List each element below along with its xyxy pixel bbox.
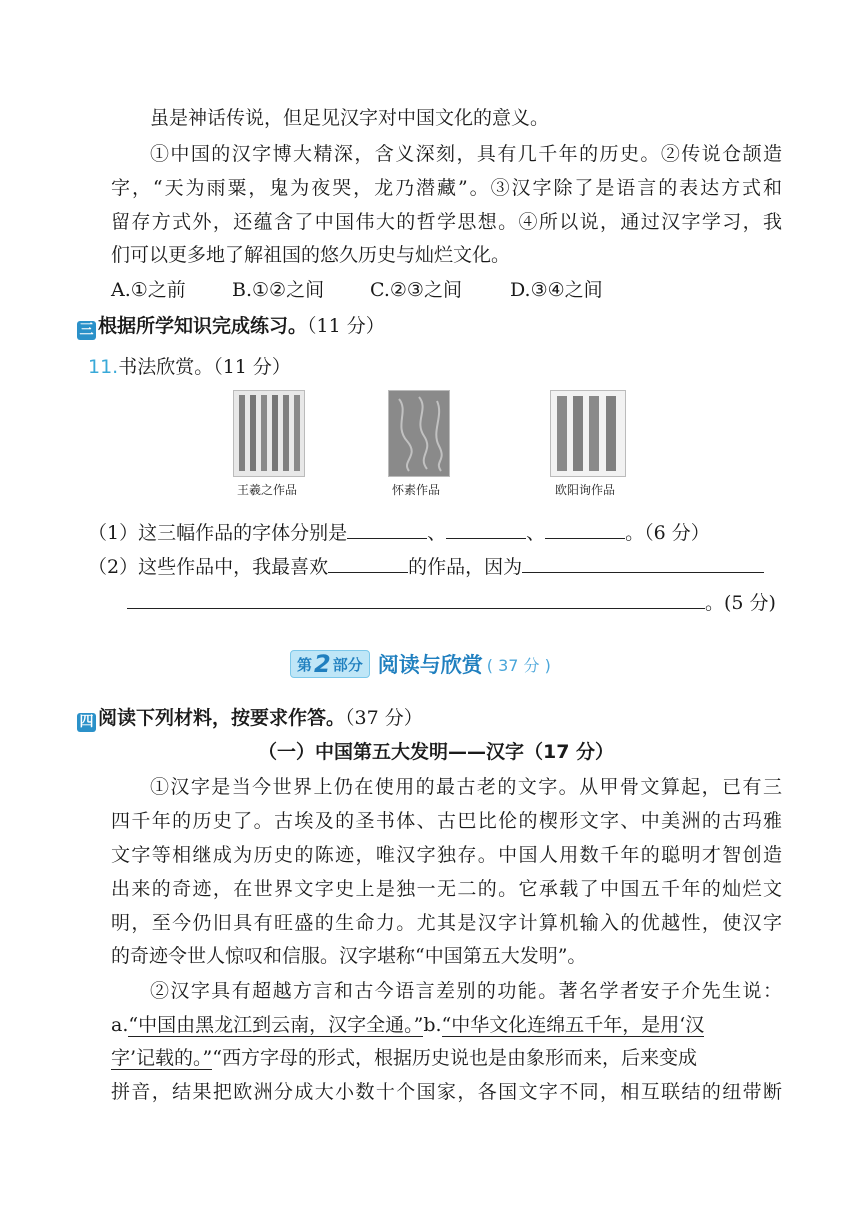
article-line: ②汉字具有超越方言和古今语言差别的功能。著名学者安子介先生说：	[150, 980, 782, 1002]
image-caption: 怀素作品	[392, 483, 441, 497]
sub-question-score: 。(5 分)	[705, 592, 776, 614]
image-caption: 欧阳询作品	[555, 483, 616, 497]
section-title: 阅读下列材料，按要求作答。	[98, 707, 346, 729]
image-caption: 王羲之作品	[237, 483, 298, 497]
article-line	[111, 1013, 704, 1037]
sentence-label: b.	[423, 1014, 442, 1036]
answer-blank[interactable]	[545, 518, 625, 539]
article-line: 的奇迹令世人惊叹和信服。汉字堪称“中国第五大发明”。	[111, 945, 587, 967]
underlined-sentence-b: “中华文化连绵五千年，是用‘汉	[441, 1014, 705, 1036]
part-banner	[290, 650, 551, 678]
separator: 、	[427, 522, 447, 544]
part-badge-suffix: 部分	[332, 655, 363, 674]
passage-line: 们可以更多地了解祖国的悠久历史与灿烂文化。	[111, 244, 511, 266]
calligraphy-huai-su-image	[389, 391, 449, 476]
calligraphy-wang-xizhi-image	[234, 391, 304, 476]
calligraphy-ouyang-xun-image	[550, 390, 626, 477]
part-title: 阅读与欣赏	[377, 653, 483, 677]
sub-question-score: 。（6 分）	[625, 522, 710, 544]
sub-question-text: 的作品，因为	[408, 556, 523, 578]
article-line: 明，至今仍旧具有旺盛的生命力。尤其是汉字计算机输入的优越性，使汉字	[111, 912, 782, 934]
answer-blank[interactable]	[328, 552, 408, 573]
sub-question-text: （2）这些作品中，我最喜欢	[88, 556, 329, 578]
article-text: “西方字母的形式，根据历史说也是由象形而来，后来变成	[212, 1047, 697, 1069]
article-line: 四千年的历史了。古埃及的圣书体、古巴比伦的楔形文字、中美洲的古玛雅	[111, 810, 782, 832]
section-title: 根据所学知识完成练习。	[98, 315, 308, 337]
article-line: 出来的奇迹，在世界文字史上是独一无二的。它承载了中国五千年的灿烂文	[111, 878, 782, 900]
sub-question-1	[88, 518, 710, 545]
part-number: 2	[314, 650, 331, 678]
section-heading	[77, 706, 423, 732]
answer-blank[interactable]	[127, 588, 705, 609]
passage-line: 留存方式外，还蕴含了中国伟大的哲学思想。④所以说，通过汉字学习，我	[111, 211, 782, 233]
option-c: C.②③之间	[370, 279, 462, 301]
calligraphy-wang-xizhi-image	[233, 390, 305, 477]
calligraphy-huai-su-image	[388, 390, 450, 477]
passage-line: 字，“天为雨粟，鬼为夜哭，龙乃潜藏”。③汉字除了是语言的表达方式和	[111, 177, 782, 199]
sub-question-text: （1）这三幅作品的字体分别是	[88, 522, 348, 544]
article-line: ①汉字是当今世界上仍在使用的最古老的文字。从甲骨文算起，已有三	[150, 776, 782, 798]
answer-blank[interactable]	[522, 552, 764, 573]
answer-blank[interactable]	[347, 518, 427, 539]
underlined-sentence-b: 字’记载的。”	[111, 1047, 213, 1069]
section-score: （11 分）	[307, 315, 385, 337]
article-line: 拼音，结果把欧洲分成大小数十个国家，各国文字不同，相互联结的纽带断	[111, 1081, 782, 1103]
sentence-label: a.	[111, 1014, 129, 1036]
question-title: 书法欣赏。（11 分）	[118, 356, 291, 378]
separator: 、	[526, 522, 546, 544]
section-number-icon: 三	[77, 321, 96, 340]
answer-blank[interactable]	[446, 518, 526, 539]
question-number: 11.	[88, 356, 119, 378]
sub-question-2	[88, 552, 764, 579]
part-badge-prefix: 第	[297, 655, 313, 674]
article-line: 文字等相继成为历史的陈迹，唯汉字独存。中国人用数千年的聪明才智创造	[111, 844, 782, 866]
option-a: A.①之前	[111, 279, 186, 301]
section-number-icon: 四	[77, 713, 96, 732]
article-line	[111, 1046, 697, 1070]
section-score: （37 分）	[345, 707, 423, 729]
passage-line: 虽是神话传说，但足见汉字对中国文化的意义。	[150, 107, 550, 129]
option-d: D.③④之间	[510, 279, 603, 301]
passage-line: ①中国的汉字博大精深，含义深刻，具有几千年的历史。②传说仓颉造	[150, 143, 782, 165]
part-score: ( 37 分 )	[486, 655, 551, 675]
calligraphy-ouyang-xun-image	[551, 391, 625, 476]
part-badge	[290, 650, 370, 678]
option-b: B.①②之间	[232, 279, 325, 301]
article-title: （一）中国第五大发明——汉字（17 分）	[258, 741, 615, 763]
underlined-sentence-a: “中国由黑龙江到云南，汉字全通。”	[128, 1014, 424, 1036]
sub-question-2-continued	[127, 588, 776, 615]
question-11-heading	[88, 355, 291, 379]
section-heading	[77, 314, 385, 340]
